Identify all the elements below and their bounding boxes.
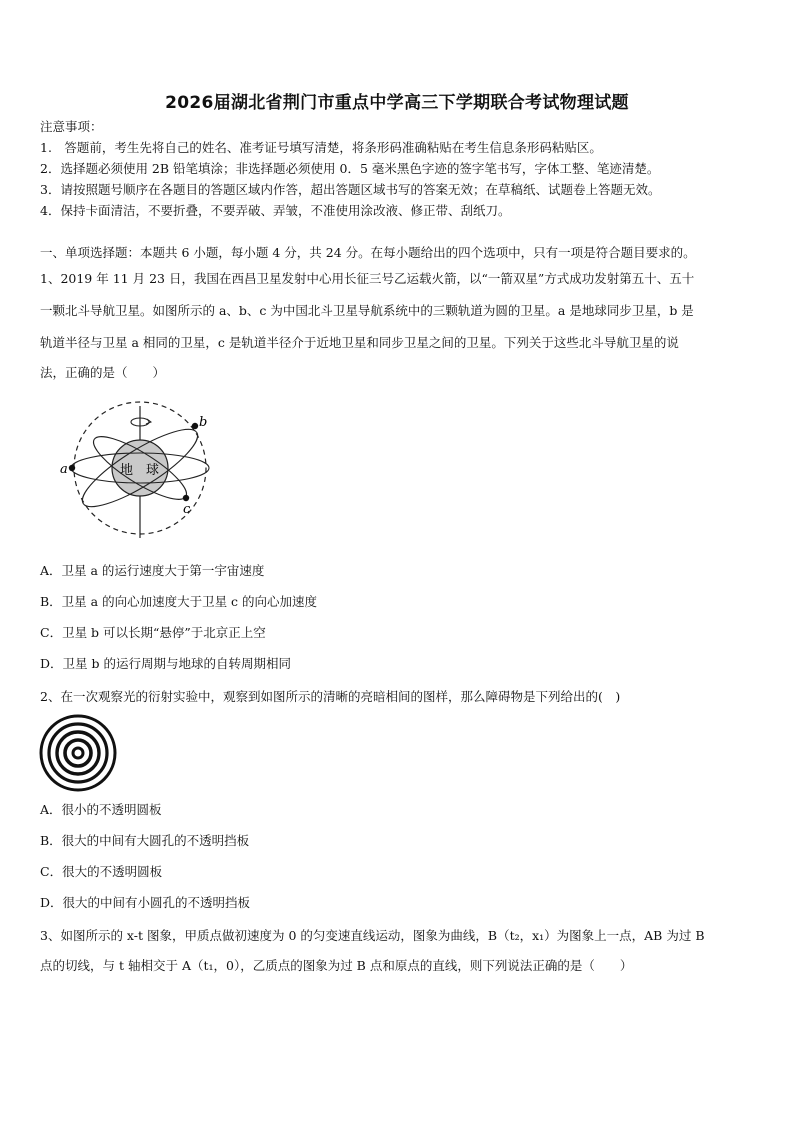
- note-item-4: 4．保持卡面清洁，不要折叠，不要弄破、弄皱，不准使用涂改液、修正带、刮纸刀。: [40, 203, 511, 218]
- satellite-orbit-figure: [55, 398, 225, 548]
- q1-stem-line-1: 1、2019 年 11 月 23 日，我国在西昌卫星发射中心用长征三号乙运载火箭，以“一箭双星”方式成功发射第五十、五十: [40, 271, 695, 286]
- page-title: 2026届湖北省荆门市重点中学高三下学期联合考试物理试题: [165, 93, 629, 113]
- q2-option-a: A．很小的不透明圆板: [40, 802, 162, 817]
- q1-option-c: C．卫星 b 可以长期“悬停”于北京正上空: [40, 625, 266, 640]
- q2-option-b: B．很大的中间有大圆孔的不透明挡板: [40, 833, 250, 848]
- q1-stem-line-4: 法，正确的是（ ）: [40, 365, 166, 380]
- note-item-2: 2．选择题必须使用 2B 铅笔填涂；非选择题必须使用 0．5 毫米黑色字迹的签字笔书写，字体工整、笔迹清楚。: [40, 161, 660, 176]
- q2-stem: 2、在一次观察光的衍射实验中，观察到如图所示的清晰的亮暗相间的图样，那么障碍物是下列给出的( ): [40, 689, 621, 704]
- q1-stem-line-3: 轨道半径与卫星 a 相同的卫星，c 是轨道半径介于近地卫星和同步卫星之间的卫星。下列关于这些北斗导航卫星的说: [40, 335, 679, 350]
- label-a: a: [60, 462, 68, 477]
- section-heading: 一、单项选择题：本题共 6 小题，每小题 4 分，共 24 分。在每小题给出的四个选项中，只有一项是符合题目要求的。: [40, 245, 696, 260]
- q1-stem-line-2: 一颗北斗导航卫星。如图所示的 a、b、c 为中国北斗卫星导航系统中的三颗轨道为圆的卫星。a 是地球同步卫星，b 是: [40, 303, 694, 318]
- earth-label-left: 地: [120, 463, 134, 478]
- note-item-1: 1. 答题前，考生先将自己的姓名、准考证号填写清楚，将条形码准确粘贴在考生信息条形码粘贴区。: [40, 140, 602, 155]
- note-item-3: 3．请按照题号顺序在各题目的答题区域内作答，超出答题区域书写的答案无效；在草稿纸、试题卷上答题无效。: [40, 182, 661, 197]
- q1-option-a: A．卫星 a 的运行速度大于第一宇宙速度: [40, 563, 265, 578]
- q1-option-d: D．卫星 b 的运行周期与地球的自转周期相同: [40, 656, 291, 671]
- satellite-c-dot: [183, 495, 189, 501]
- label-c: c: [183, 502, 191, 517]
- satellite-a-dot: [69, 465, 75, 471]
- q2-option-c: C．很大的不透明圆板: [40, 864, 163, 879]
- satellite-b-dot: [192, 423, 198, 429]
- q3-stem-line-1: 3、如图所示的 x-t 图象，甲质点做初速度为 0 的匀变速直线运动，图象为曲线，B（t₂，x₁）为图象上一点，AB 为过 B: [40, 928, 705, 943]
- label-b: b: [199, 415, 208, 430]
- q1-option-b: B．卫星 a 的向心加速度大于卫星 c 的向心加速度: [40, 594, 318, 609]
- notes-heading: 注意事项：: [40, 119, 103, 134]
- earth-label-right: 球: [146, 463, 160, 478]
- diffraction-rings-figure: [38, 713, 118, 793]
- q3-stem-line-2: 点的切线，与 t 轴相交于 A（t₁，0），乙质点的图象为过 B 点和原点的直线，则下列说法正确的是（ ）: [40, 958, 633, 973]
- q2-option-d: D．很大的中间有小圆孔的不透明挡板: [40, 895, 251, 910]
